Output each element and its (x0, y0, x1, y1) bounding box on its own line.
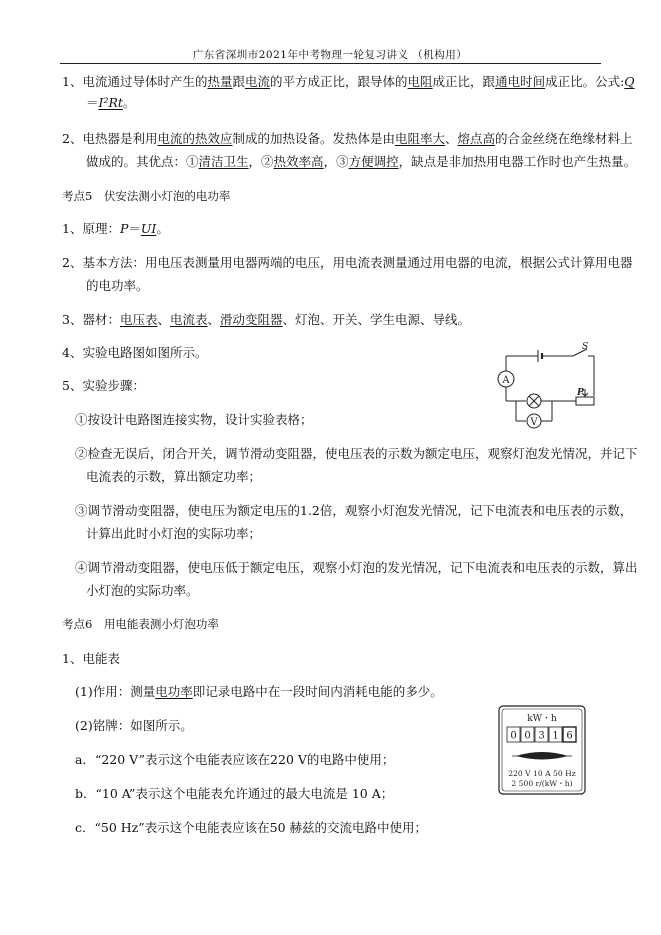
answer-electric-power: 电功率 (155, 684, 193, 699)
section-title-kd5: 考点5 伏安法测小灯泡的电功率 (62, 189, 231, 203)
meter-title: 1、电能表 (62, 651, 120, 666)
text: 、灯泡、开关、学生电源、导线。 (282, 312, 471, 327)
answer-efficiency: 热效率高 (273, 154, 324, 169)
text: 1、电流通过导体时产生的 (62, 74, 208, 89)
steps-title: 5、实验步骤： (62, 378, 145, 393)
answer-current: 电流 (245, 74, 271, 89)
text: 1、原理： (62, 221, 120, 236)
text: 制成的加热设备。发热体是由 (232, 131, 395, 146)
circuit-intro: 4、实验电路图如图所示。 (62, 345, 208, 360)
para-joule-law-line1 (62, 74, 635, 90)
switch-label: S (582, 342, 589, 352)
text: 3、器材： (62, 312, 120, 327)
step-4-line1: ④调节滑动变阻器，使电压低于额定电压，观察小灯泡的发光情况，记下电流表和电压表的示数，算出 (75, 560, 638, 575)
method-line2: 的电功率。 (86, 278, 149, 293)
para-heater-line2 (86, 154, 636, 170)
meter-unit: kW・h (527, 714, 557, 724)
step-3-line1: ③调节滑动变阻器，使电压为额定电压的1.2倍，观察小灯泡发光情况，记下电流表和电压表的示数， (75, 503, 633, 518)
text: 、 (445, 131, 458, 146)
text: 。 (122, 95, 136, 110)
answer-rheostat: 滑动变阻器 (220, 312, 283, 327)
step-1: ①按设计电路图连接实物，设计实验表格； (75, 412, 313, 427)
meter-item-c: c．“50 Hz”表示这个电能表应该在50 赫兹的交流电路中使用； (75, 820, 428, 835)
meter-digit-row (507, 727, 576, 742)
text: 即记录电路中在一段时间内消耗电能的多少。 (192, 684, 443, 699)
meter-use-line (75, 684, 443, 700)
answer-resistivity: 电阻率大 (395, 131, 446, 146)
text: ，③ (323, 154, 349, 169)
ammeter-label: A (502, 375, 510, 386)
answer-melting-point: 熔点高 (457, 131, 496, 146)
meter-digit: 3 (538, 730, 545, 742)
header-rule (60, 63, 601, 64)
meter-digit: 0 (510, 730, 517, 742)
step-4-line2: 小灯泡的实际功率。 (86, 583, 199, 598)
step-2-line1: ②检查无误后，闭合开关，调节滑动变阻器，使电压表的示数为额定电压，观察灯泡发光情况，并记下 (75, 446, 638, 461)
meter-spec-ratings: 220 V 10 A 50 Hz (508, 769, 576, 778)
text: 成正比。公式: (545, 74, 625, 89)
principle-line (62, 221, 169, 237)
meter-item-b: b．“10 A”表示这个电能表允许通过的最大电流是 10 A； (75, 786, 394, 801)
answer-voltmeter: 电压表 (119, 312, 158, 327)
para-heater-line1 (62, 131, 633, 147)
meter-plate-line: (2)铭牌：如图所示。 (75, 718, 193, 733)
meter-digit: 1 (552, 730, 559, 742)
step-3-line2: 计算出此时小灯泡的实际功率； (86, 526, 262, 541)
section-title-kd6: 考点6 用电能表测小灯泡功率 (62, 617, 219, 631)
answer-clean: 清洁卫生 (198, 154, 249, 169)
answer-time: 通电时间 (495, 74, 546, 89)
text: 跟 (232, 74, 245, 89)
method-line1: 2、基本方法：用电压表测量用电器两端的电压，用电流表测量通过用电器的电流，根据公式计算用电器 (62, 255, 633, 270)
formula-p: P (119, 221, 129, 236)
answer-ammeter: 电流表 (169, 312, 208, 327)
formula-q: Q (624, 74, 635, 89)
step-2-line2: 电流表的示数，算出额定功率； (86, 469, 262, 484)
circuit-diagram (488, 338, 603, 438)
formula-i2rt: I²Rt (98, 95, 123, 110)
meter-item-a: a．“220 V”表示这个电能表应该在220 V的电路中使用； (75, 752, 395, 767)
text: 、 (157, 312, 170, 327)
energy-meter-nameplate (498, 705, 586, 795)
text: 成正比，跟 (432, 74, 496, 89)
equipment-line (62, 312, 470, 328)
page-header: 广东省深圳市2021年中考物理一轮复习讲义 （机构用） (192, 49, 468, 61)
text: 2、电热器是利用 (62, 131, 158, 146)
answer-heat: 热量 (207, 74, 233, 89)
meter-spec-revolutions: 2 500 r/(kW・h) (511, 779, 573, 788)
answer-resistance: 电阻 (407, 74, 433, 89)
text: 的合金丝绕在绝缘材料上 (495, 131, 633, 146)
meter-digit: 0 (524, 730, 531, 742)
text: (1)作用：测量 (75, 684, 156, 699)
text: 。 (156, 221, 169, 236)
meter-digit: 6 (566, 730, 573, 742)
voltmeter-label: V (530, 417, 538, 428)
text: ，② (248, 154, 274, 169)
text: 的平方成正比，跟导体的 (270, 74, 408, 89)
text: 做成的。其优点：① (86, 154, 199, 169)
rheostat-label: P (577, 388, 584, 398)
answer-heat-effect: 电流的热效应 (157, 131, 233, 146)
formula-ui: UI (140, 221, 157, 236)
para-joule-law-line2 (86, 95, 135, 111)
text: ＝ (86, 95, 99, 110)
rheostat-symbol (576, 397, 594, 405)
text: ，缺点是非加热用电器工作时也产生热量。 (398, 154, 637, 169)
text: 、 (207, 312, 221, 327)
text: ＝ (128, 221, 141, 236)
answer-control: 方便调控 (348, 154, 399, 169)
